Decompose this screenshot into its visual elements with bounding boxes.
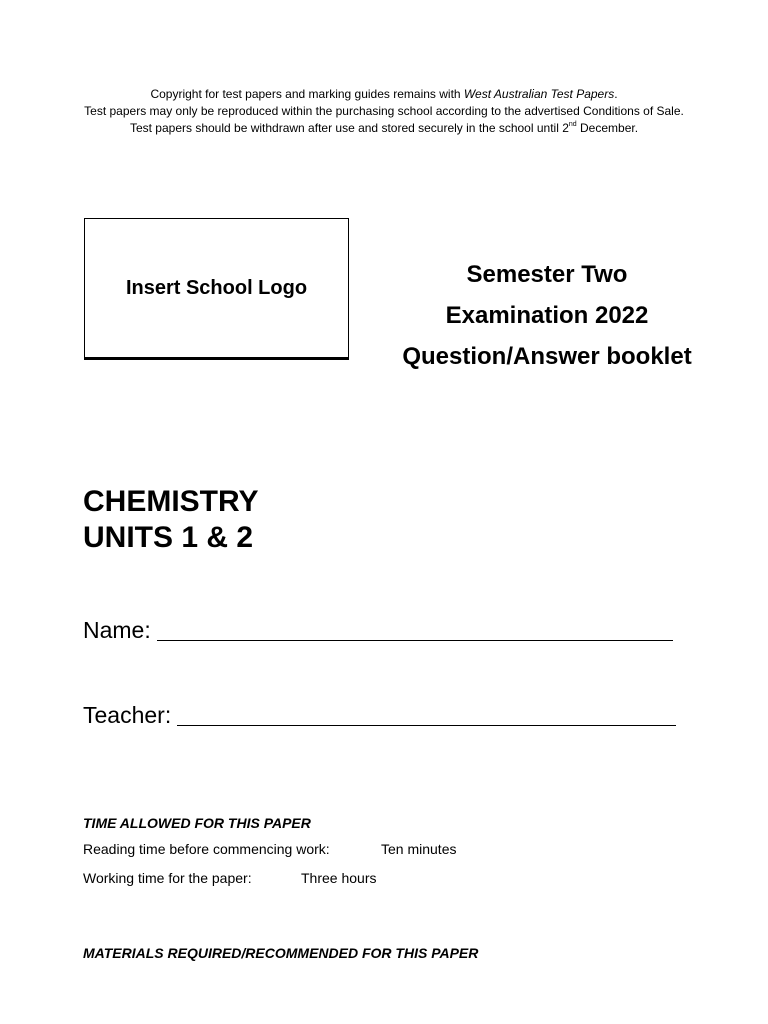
subject-title (83, 484, 259, 556)
copyright-line-2: Test papers may only be reproduced within the purchasing school according to the advertised Conditions of Sale. (84, 104, 684, 118)
copyright-notice (0, 86, 768, 137)
subject-units: UNITS 1 & 2 (83, 521, 254, 554)
copyright-line-1 (0, 86, 768, 103)
reading-time-row (83, 841, 457, 857)
exam-title (360, 254, 734, 377)
publisher-name: West Australian Test Papers (463, 87, 615, 101)
name-label: Name: (83, 617, 151, 643)
school-logo-placeholder (84, 218, 349, 360)
school-logo-label: Insert School Logo (125, 276, 308, 299)
teacher-input-line[interactable] (177, 724, 676, 726)
time-allowed-heading: TIME ALLOWED FOR THIS PAPER (83, 815, 311, 831)
copyright-line-1-text: Copyright for test papers and marking guides remains with (150, 87, 464, 101)
ordinal-suffix: nd (568, 121, 577, 128)
working-time-value: Three hours (301, 870, 377, 886)
working-time-row (83, 870, 377, 886)
materials-heading: MATERIALS REQUIRED/RECOMMENDED FOR THIS PAPER (83, 945, 479, 961)
name-input-line[interactable] (157, 639, 673, 641)
exam-title-line-1: Semester Two (466, 261, 628, 288)
teacher-label: Teacher: (83, 702, 172, 728)
copyright-line-3 (0, 120, 768, 137)
working-time-label: Working time for the paper: (83, 870, 252, 886)
copyright-line-3-text: Test papers should be withdrawn after use and stored securely in the school until 2 (129, 121, 569, 135)
reading-time-label: Reading time before commencing work: (83, 841, 330, 857)
name-field[interactable] (83, 617, 673, 644)
copyright-line-3-end: December. (576, 121, 639, 135)
teacher-field[interactable] (83, 702, 676, 729)
copyright-line-1-end: . (614, 87, 618, 101)
subject-name: CHEMISTRY (83, 485, 259, 518)
exam-title-line-2: Examination 2022 (445, 302, 649, 329)
exam-title-line-3: Question/Answer booklet (402, 343, 692, 370)
reading-time-value: Ten minutes (381, 841, 457, 857)
